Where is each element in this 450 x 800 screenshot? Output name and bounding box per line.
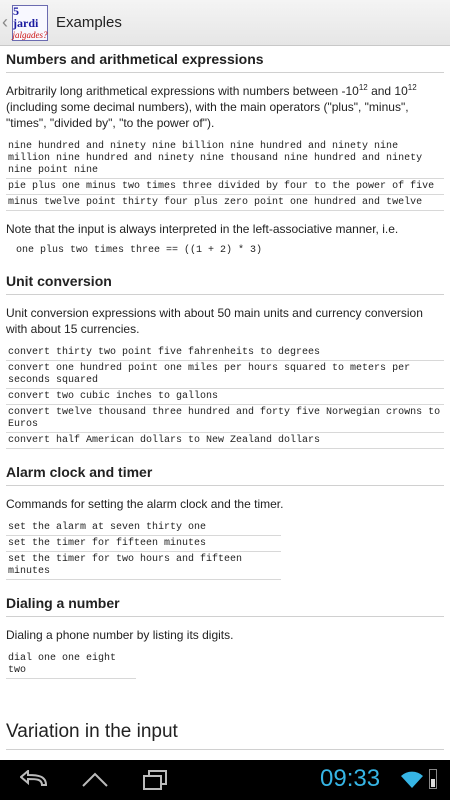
example-item[interactable]: minus twelve point thirty four plus zero point one hundred and twelve <box>6 195 444 211</box>
section-desc-alarm: Commands for setting the alarm clock and the timer. <box>6 497 284 511</box>
recents-button[interactable] <box>125 760 185 800</box>
screen-title: Examples <box>56 14 122 31</box>
section-heading-numbers: Numbers and arithmetical expressions <box>6 46 444 73</box>
section-heading-alarm: Alarm clock and timer <box>6 459 444 486</box>
section-desc-numbers <box>6 83 444 131</box>
example-list-dialing <box>6 651 136 679</box>
back-button[interactable] <box>5 760 65 800</box>
app-logo[interactable] <box>12 5 48 41</box>
navigation-bar <box>0 760 450 800</box>
logo-top-text: 5 jardi <box>13 3 39 30</box>
status-clock: 09:33 <box>320 765 381 792</box>
example-item[interactable]: convert twelve thousand three hundred and forty five Norwegian crowns to Euros <box>6 405 444 433</box>
example-list-numbers <box>6 139 444 211</box>
example-item[interactable]: set the alarm at seven thirty one <box>6 520 281 536</box>
example-item[interactable]: convert half American dollars to New Zealand dollars <box>6 433 444 449</box>
logo-bottom-text: jalgades? <box>12 29 48 40</box>
recents-icon <box>140 769 170 791</box>
example-item[interactable]: set the timer for two hours and fifteen minutes <box>6 552 281 580</box>
up-caret-icon[interactable]: ‹ <box>2 12 8 32</box>
section-heading-variation: Variation in the input <box>6 717 444 750</box>
desc-text: and 10 <box>367 84 408 98</box>
example-item[interactable]: nine hundred and ninety nine billion nine hundred and ninety nine million nine hundred and ninety nine thousand nine hundred and ninety nine point nine <box>6 139 444 179</box>
examples-content[interactable] <box>0 46 450 760</box>
section-heading-units: Unit conversion <box>6 268 444 295</box>
example-item[interactable]: dial one one eight two <box>6 651 136 679</box>
desc-text: (including some decimal numbers), with the main operators ("plus", "minus", "times", "divided by", "to the power of"). <box>6 100 409 130</box>
example-item[interactable]: set the timer for fifteen minutes <box>6 536 281 552</box>
action-bar <box>0 0 450 46</box>
section-desc-units: Unit conversion expressions with about 50 main units and currency conversion with about 15 currencies. <box>6 306 423 336</box>
battery-level <box>431 779 435 787</box>
section-desc-dialing: Dialing a phone number by listing its digits. <box>6 628 234 642</box>
wifi-icon <box>400 770 424 790</box>
example-item[interactable]: convert one hundred point one miles per hours squared to meters per seconds squared <box>6 361 444 389</box>
exponent: 12 <box>358 83 368 92</box>
exponent: 12 <box>407 83 417 92</box>
home-button[interactable] <box>65 760 125 800</box>
code-example: one plus two times three == ((1 + 2) * 3) <box>16 245 263 256</box>
back-icon <box>20 770 50 790</box>
section-heading-dialing: Dialing a number <box>6 590 444 617</box>
spacer <box>6 689 444 717</box>
example-list-units <box>6 345 444 449</box>
example-item[interactable]: convert two cubic inches to gallons <box>6 389 444 405</box>
home-icon <box>80 770 110 790</box>
desc-text: Arbitrarily long arithmetical expressions with numbers between -10 <box>6 84 359 98</box>
example-list-alarm <box>6 520 281 580</box>
left-associative-note: Note that the input is always interpreted in the left-associative manner, i.e. <box>6 222 399 236</box>
example-item[interactable]: pie plus one minus two times three divided by four to the power of five <box>6 179 444 195</box>
example-item[interactable]: convert thirty two point five fahrenheits to degrees <box>6 345 444 361</box>
battery-icon <box>429 769 437 789</box>
